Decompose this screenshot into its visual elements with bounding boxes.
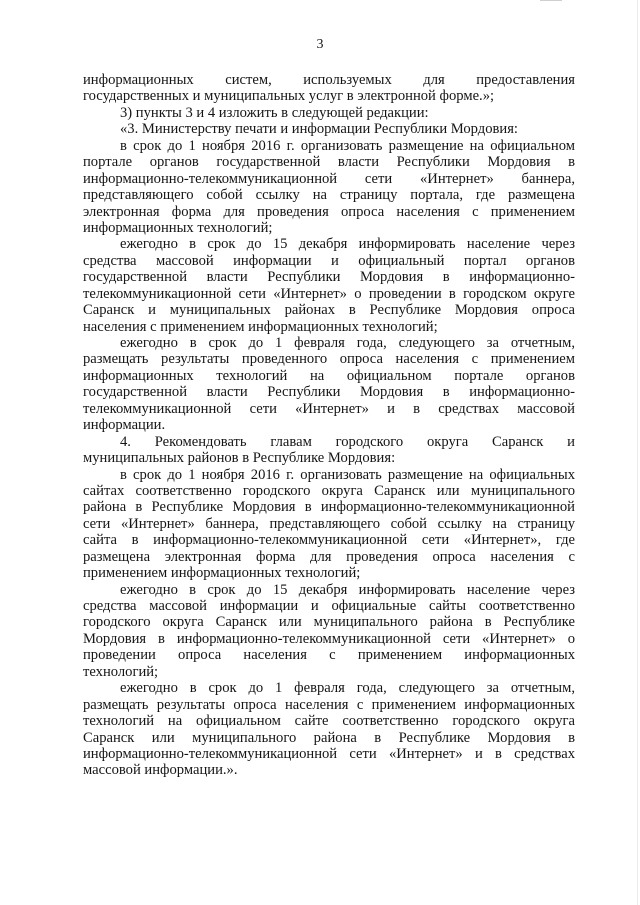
text-line: государственных и муниципальных услуг в электронной форме.»; — [83, 88, 495, 105]
text-line: ежегодно в срок до 1 февраля года, следующего за отчетным, — [120, 335, 575, 351]
text-line: портале органов государственной власти Республики Мордовия в — [83, 154, 575, 171]
text-line: 4. Рекомендовать главам городского округа Саранск и — [120, 433, 575, 450]
text-line: информационно-телекоммуникационной сети «Интернет» баннера, — [83, 170, 575, 187]
scan-artifact-right-edge — [637, 0, 638, 905]
text-line: государственной власти Республики Мордовия в информационно- — [83, 384, 575, 401]
text-line: информационных систем, используемых для предоставления — [83, 72, 575, 88]
text-line: ежегодно в срок до 1 февраля года, следующего за отчетным, — [120, 680, 575, 697]
scan-artifact-top — [540, 0, 562, 1]
text-line: сайтах соответственно городского округа Саранск или муниципального — [83, 482, 575, 499]
text-line: проведении опроса населения с применением информационных — [83, 647, 575, 664]
text-line: Саранск и муниципальных районах в Республике Мордовия опроса — [83, 302, 575, 319]
text-line: ежегодно в срок до 15 декабря информировать население через — [120, 236, 575, 253]
text-line: технологий; — [83, 663, 159, 680]
text-line: государственной власти Республики Мордовия в информационно- — [83, 269, 575, 286]
text-line: средства массовой информации и официальный портал органов — [83, 252, 575, 269]
text-line: телекоммуникационной сети «Интернет» и в средствах массовой — [83, 400, 575, 417]
text-line: размещена электронная форма для проведения опроса населения с — [83, 548, 575, 565]
text-line: электронная форма для проведения опроса населения с применением — [83, 203, 575, 220]
text-line: сайта в информационно-телекоммуникационной сети «Интернет», где — [83, 532, 575, 549]
text-line: муниципальных районов в Республике Мордовия: — [83, 450, 396, 467]
text-line: размещать результаты проведенного опроса населения с применением — [83, 351, 575, 368]
text-line: информационно-телекоммуникационной сети «Интернет» и в средствах — [83, 745, 575, 762]
text-line: Саранск или муниципального района в Республике Мордовия в — [83, 729, 575, 746]
text-line: применением информационных технологий; — [83, 565, 361, 582]
text-line: размещать результаты опроса населения с применением информационных — [83, 696, 575, 713]
text-line: телекоммуникационной сети «Интернет» о проведении в городском округе — [83, 285, 575, 302]
text-line: технологий на официальном сайте соответственно городского округа — [83, 713, 575, 730]
text-line: 3) пункты 3 и 4 изложить в следующей редакции: — [120, 104, 429, 121]
text-line: сети «Интернет» баннера, представляющего собой ссылку на страницу — [83, 515, 575, 532]
text-line: населения с применением информационных технологий; — [83, 318, 438, 335]
text-line: района в Республике Мордовия в информационно-телекоммуникационной — [83, 499, 575, 516]
text-line: представляющего собой ссылку на страницу портала, где размещена — [83, 187, 575, 204]
page-number: 3 — [316, 37, 324, 52]
document-body — [83, 72, 575, 779]
text-line: информации. — [83, 417, 166, 434]
text-line: «3. Министерству печати и информации Республики Мордовия: — [120, 121, 518, 138]
text-line: городского округа Саранск или муниципального района в Республике — [83, 614, 575, 631]
text-line: массовой информации.». — [83, 762, 238, 779]
text-line: в срок до 1 ноября 2016 г. организовать размещение на официальных — [120, 466, 575, 483]
text-line: в срок до 1 ноября 2016 г. организовать размещение на официальном — [120, 137, 575, 154]
text-line: ежегодно в срок до 15 декабря информировать население через — [120, 581, 575, 598]
text-line: информационных технологий на официальном портале органов — [83, 367, 575, 384]
text-line: Мордовия в информационно-телекоммуникационной сети «Интернет» о — [83, 630, 575, 647]
text-line: информационных технологий; — [83, 219, 273, 236]
text-line: средства массовой информации и официальные сайты соответственно — [83, 598, 575, 614]
